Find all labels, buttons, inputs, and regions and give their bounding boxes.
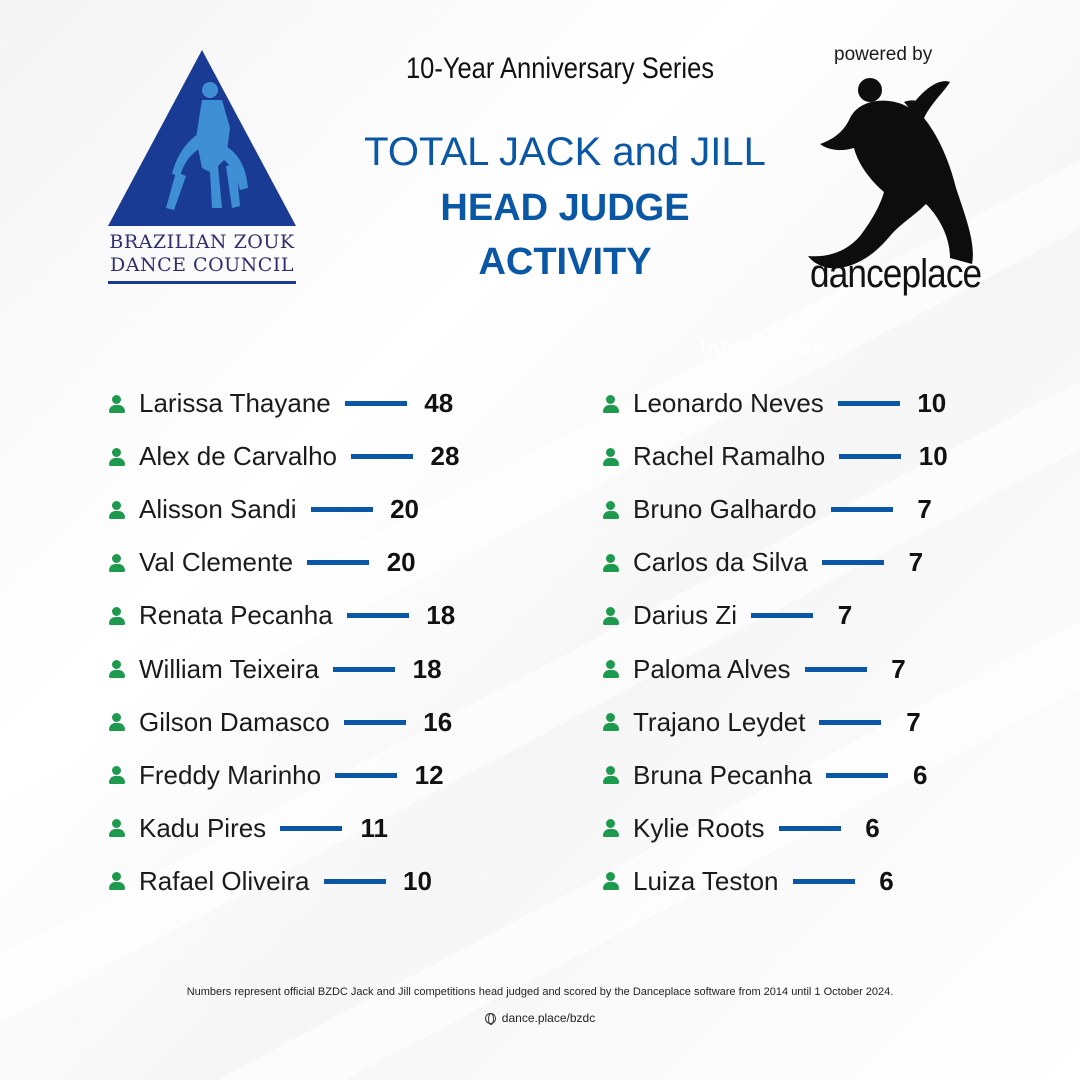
bzdc-logo [106,48,298,290]
judge-count: 7 [908,547,924,578]
judge-name: Leonardo Neves [633,388,824,419]
separator-bar [793,879,855,884]
separator-bar [831,507,893,512]
title-line2: HEAD JUDGE [440,187,690,229]
judge-count: 12 [414,759,444,790]
bzdc-logo-line2: DANCE COUNCIL [110,254,294,276]
judge-row [602,802,953,855]
person-icon [108,871,126,891]
judge-row [602,749,953,802]
separator-bar [347,613,409,618]
judge-name: Larissa Thayane [139,388,331,419]
title-line3: ACTIVITY [478,241,652,283]
person-icon [108,553,126,573]
judge-count: 16 [423,706,453,737]
judge-name: Kylie Roots [633,812,765,843]
globe-icon [485,1013,496,1024]
separator-bar [822,560,884,565]
separator-bar [345,401,407,406]
judge-name: Alex de Carvalho [139,441,337,472]
judge-name: Trajano Leydet [633,706,806,737]
separator-bar [839,454,901,459]
judge-count: 48 [424,388,454,419]
judge-count: 7 [917,494,932,525]
person-icon [602,659,620,679]
judge-name: Paloma Alves [633,653,791,684]
ghost-watermark-text: Intermediate [700,335,831,360]
judge-row [602,642,953,695]
judge-count: 10 [403,865,432,896]
website-link[interactable]: dance.place/bzdc [501,1011,596,1025]
separator-bar [751,613,813,618]
person-icon [602,553,620,573]
bzdc-logo-underline [108,281,296,284]
judge-row [108,642,465,695]
judge-count: 6 [865,812,880,843]
separator-bar [838,401,900,406]
judge-name: Freddy Marinho [139,759,322,790]
person-icon [108,394,126,414]
judge-name: Luiza Teston [633,865,779,896]
judge-row [108,377,465,430]
judge-row [602,377,953,430]
danceplace-wordmark: danceplace [810,252,982,296]
judge-name: Renata Pecanha [139,600,333,631]
judge-count: 10 [917,388,947,419]
judge-row [108,589,465,642]
judge-row [108,749,465,802]
person-icon [602,606,620,626]
person-icon [602,765,620,785]
separator-bar [819,720,881,725]
judge-count: 18 [412,653,442,684]
judge-count: 20 [390,494,419,525]
person-icon [602,871,620,891]
judge-row [108,802,465,855]
judge-name: William Teixeira [139,653,320,684]
judge-count: 10 [918,441,948,472]
judge-name: Bruno Galhardo [633,494,817,525]
judge-row [108,696,465,749]
separator-bar [805,667,867,672]
separator-bar [351,454,413,459]
judge-count: 7 [906,706,921,737]
judge-name: Alisson Sandi [139,494,297,525]
judge-count: 7 [837,600,853,631]
separator-bar [826,773,888,778]
judge-count: 18 [426,600,456,631]
person-icon [602,447,620,467]
person-icon [602,500,620,520]
footnote: Numbers represent official BZDC Jack and Jill competitions head judged and scored by the Danceplace software from 2014 until 1 October 2024. [186,986,894,998]
separator-bar [324,879,386,884]
judge-row [602,589,953,642]
judge-name: Val Clemente [139,547,294,578]
judge-row [108,536,465,589]
person-icon [602,394,620,414]
judge-count: 28 [430,441,460,472]
bzdc-logo-line1: BRAZILIAN ZOUK [109,231,295,253]
person-icon [108,606,126,626]
series-title: 10-Year Anniversary Series [405,52,715,85]
separator-bar [779,826,841,831]
judge-count: 11 [360,812,388,843]
title-line1: TOTAL JACK and JILL [364,130,766,174]
judges-list-left [108,377,465,908]
judge-name: Kadu Pires [139,812,267,843]
separator-bar [311,507,373,512]
judge-count: 7 [891,653,906,684]
judge-row [602,855,953,908]
judge-name: Rafael Oliveira [139,865,310,896]
person-icon [602,712,620,732]
danceplace-dancers-logo-icon [800,68,990,278]
judge-row [108,855,465,908]
judge-name: Gilson Damasco [139,706,330,737]
judges-list-right [602,377,953,908]
danceplace-logo [800,44,990,304]
judge-row [602,536,953,589]
judge-row [602,483,953,536]
separator-bar [335,773,397,778]
bzdc-triangle-dancers-logo-icon [106,48,298,228]
person-icon [108,712,126,732]
separator-bar [280,826,342,831]
website-line [0,1011,1080,1025]
judge-row [602,430,953,483]
person-icon [108,659,126,679]
judge-count: 6 [913,759,928,790]
person-icon [108,500,126,520]
separator-bar [307,560,369,565]
judge-row [108,430,465,483]
judge-name: Rachel Ramalho [633,441,826,472]
powered-by-label: powered by [834,44,933,65]
judge-name: Carlos da Silva [633,547,808,578]
person-icon [108,765,126,785]
separator-bar [333,667,395,672]
judge-row [602,696,953,749]
judge-count: 20 [386,547,416,578]
judge-name: Darius Zi [633,600,738,631]
person-icon [602,818,620,838]
judge-count: 6 [879,865,894,896]
separator-bar [344,720,406,725]
judge-row [108,483,465,536]
person-icon [108,818,126,838]
person-icon [108,447,126,467]
judge-name: Bruna Pecanha [633,759,813,790]
